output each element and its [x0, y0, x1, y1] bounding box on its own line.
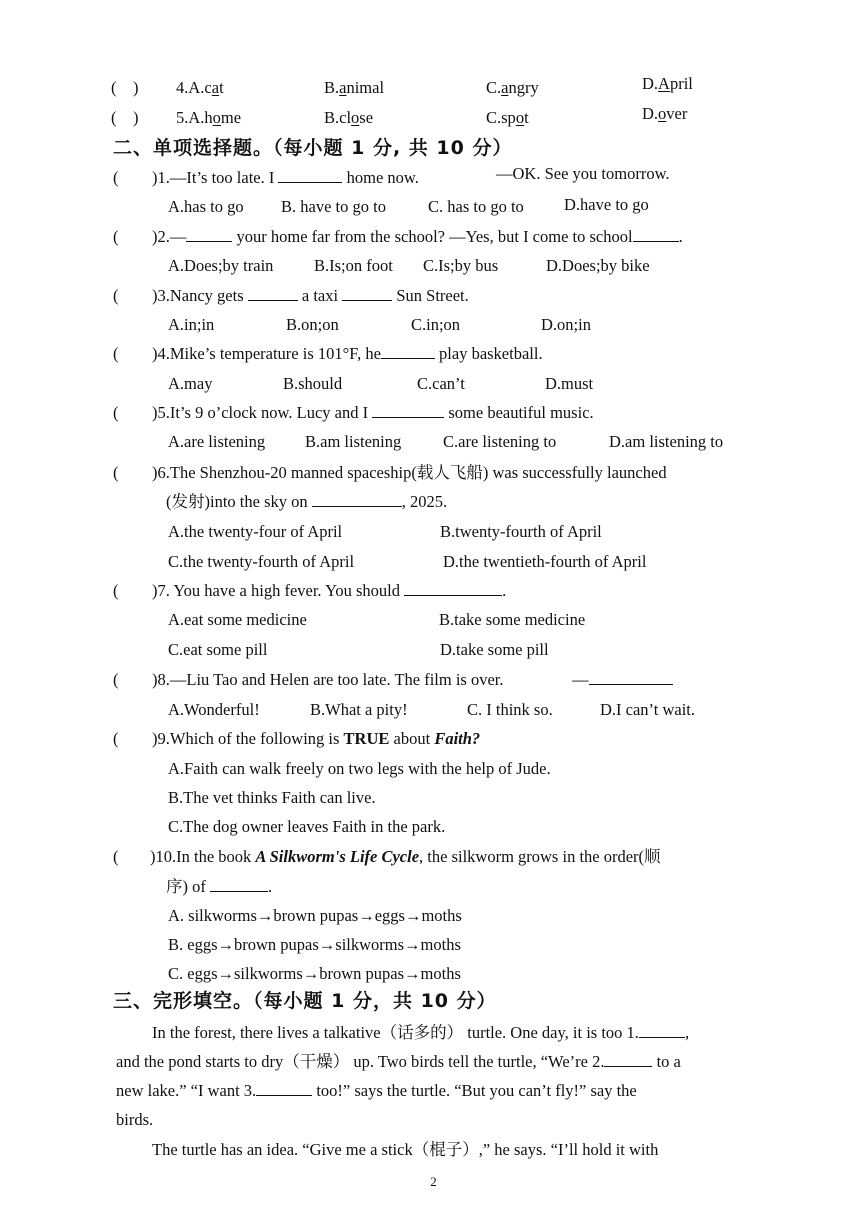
- question-1: [0, 164, 867, 192]
- question-4: [0, 340, 867, 368]
- question-9: [0, 725, 867, 753]
- option-c: C.The dog owner leaves Faith in the park.: [168, 817, 446, 836]
- cloze-blank-3[interactable]: [256, 1077, 312, 1096]
- page-number: 2: [430, 1174, 437, 1189]
- question-9-option-c: [0, 813, 867, 841]
- option-b: B.twenty-fourth of April: [440, 522, 602, 541]
- question-6-line-2: [0, 488, 867, 516]
- question-9-option-a: [0, 755, 867, 783]
- passage-line-4: [0, 1106, 867, 1134]
- option-c: C.eat some pill: [168, 640, 268, 659]
- answer-blank[interactable]: [589, 666, 673, 685]
- question-2: [0, 223, 867, 251]
- passage-line-2: [0, 1048, 867, 1076]
- question-10-line-2: [0, 873, 867, 901]
- passage-text: and the pond starts to dry（干燥） up. Two birds tell the turtle, “We’re 2. to a: [116, 1048, 681, 1076]
- cloze-blank-1[interactable]: [639, 1019, 685, 1038]
- question-10-continued: 序) of .: [166, 873, 272, 901]
- option-b: B.take some medicine: [439, 610, 586, 629]
- option-b: B.Is;on foot: [314, 256, 393, 275]
- question-6-continued: (发射)into the sky on , 2025.: [166, 488, 447, 516]
- option-a: A.Does;by train: [168, 256, 274, 275]
- option-d: D.take some pill: [440, 640, 549, 659]
- option-a: A.Faith can walk freely on two legs with the help of Jude.: [168, 759, 551, 778]
- question-7-options-row-1: [0, 606, 867, 634]
- option-b: B. have to go to: [281, 197, 386, 216]
- phonetics-row-5: [0, 104, 867, 132]
- question-8-reply: —: [572, 666, 673, 694]
- question-4-stem: )4.Mike’s temperature is 101°F, he play basketball.: [152, 340, 543, 368]
- answer-blank[interactable]: [278, 164, 342, 183]
- option-d: D.April: [642, 74, 693, 93]
- option-b: B.close: [324, 108, 374, 127]
- option-a: A.the twenty-four of April: [168, 522, 343, 541]
- answer-blank[interactable]: [248, 282, 298, 301]
- answer-blank[interactable]: [210, 873, 268, 892]
- answer-bracket[interactable]: (: [113, 344, 119, 363]
- question-9-option-b: [0, 784, 867, 812]
- answer-bracket[interactable]: (: [113, 403, 119, 422]
- option-d: D.am listening to: [609, 432, 724, 451]
- answer-blank[interactable]: [372, 399, 444, 418]
- option-d: D.have to go: [564, 195, 649, 214]
- option-b: B.on;on: [286, 315, 339, 334]
- question-5: [0, 399, 867, 427]
- question-10-option-b: [0, 931, 867, 959]
- answer-bracket[interactable]: (: [113, 847, 119, 866]
- option-b: B.The vet thinks Faith can live.: [168, 788, 376, 807]
- passage-text: new lake.” “I want 3. too!” says the turtle. “But you can’t fly!” say the: [116, 1077, 637, 1105]
- question-1-stem: )1.—It’s too late. I home now.: [152, 164, 419, 192]
- question-1-reply: —OK. See you tomorrow.: [496, 164, 670, 183]
- passage-text: birds.: [116, 1110, 154, 1129]
- option-c: C.can’t: [417, 374, 465, 393]
- question-8: [0, 666, 867, 694]
- question-2-options: [0, 252, 867, 280]
- answer-bracket[interactable]: ( ): [111, 78, 139, 97]
- option-c: C. has to go to: [428, 197, 524, 216]
- passage-line-5: [0, 1136, 867, 1164]
- question-3: [0, 282, 867, 310]
- answer-bracket[interactable]: (: [113, 168, 119, 187]
- question-4-options: [0, 370, 867, 398]
- question-3-options: [0, 311, 867, 339]
- question-8-stem: )8.—Liu Tao and Helen are too late. The film is over.: [152, 670, 504, 689]
- section-3-heading: [0, 987, 867, 1017]
- question-5-stem: )5.It’s 9 o’clock now. Lucy and I some beautiful music.: [152, 399, 594, 427]
- question-6-stem: )6.The Shenzhou-20 manned spaceship(载人飞船) was successfully launched: [152, 463, 667, 482]
- option-a: 4.A.cat: [176, 78, 224, 97]
- option-d: D.must: [545, 374, 594, 393]
- question-6: [0, 459, 867, 487]
- answer-bracket[interactable]: ( ): [111, 108, 139, 127]
- option-d: D.over: [642, 104, 688, 123]
- option-a: A.may: [168, 374, 213, 393]
- answer-blank[interactable]: [404, 577, 502, 596]
- option-b: B.What a pity!: [310, 700, 408, 719]
- question-10-option-a: [0, 902, 867, 930]
- option-b: B.animal: [324, 78, 385, 97]
- question-6-options-row-1: [0, 518, 867, 546]
- option-c: C.Is;by bus: [423, 256, 499, 275]
- answer-bracket[interactable]: (: [113, 729, 119, 748]
- answer-bracket[interactable]: (: [113, 581, 119, 600]
- question-7-options-row-2: [0, 636, 867, 664]
- answer-bracket[interactable]: (: [113, 463, 119, 482]
- question-6-options-row-2: [0, 548, 867, 576]
- option-a: A.eat some medicine: [168, 610, 307, 629]
- option-d: D.Does;by bike: [546, 256, 650, 275]
- passage-line-1: [0, 1019, 867, 1047]
- answer-blank[interactable]: [381, 340, 435, 359]
- question-10-option-c: [0, 960, 867, 988]
- question-8-options: [0, 696, 867, 724]
- question-7: [0, 577, 867, 605]
- question-10: [0, 843, 867, 871]
- answer-blank[interactable]: [186, 223, 232, 242]
- option-a: A.has to go: [168, 197, 244, 216]
- option-a: 5.A.home: [176, 108, 242, 127]
- question-5-options: [0, 428, 867, 456]
- option-d: D.on;in: [541, 315, 591, 334]
- option-b: B.am listening: [305, 432, 402, 451]
- passage-line-3: [0, 1077, 867, 1105]
- question-3-stem: )3.Nancy gets a taxi Sun Street.: [152, 282, 469, 310]
- option-d: D.I can’t wait.: [600, 700, 695, 719]
- option-d: D.the twentieth-fourth of April: [443, 552, 647, 571]
- section-2-title: 二、单项选择题。（每小题 1 分, 共 10 分）: [113, 137, 513, 159]
- option-a: A. silkworms→brown pupas→eggs→moths: [168, 906, 462, 925]
- option-a: A.Wonderful!: [168, 700, 260, 719]
- option-c: C. I think so.: [467, 700, 553, 719]
- option-b: B. eggs→brown pupas→silkworms→moths: [168, 935, 461, 954]
- answer-blank[interactable]: [312, 488, 402, 507]
- answer-blank[interactable]: [342, 282, 392, 301]
- answer-blank[interactable]: [633, 223, 679, 242]
- question-10-stem: )10.In the book A Silkworm's Life Cycle, the silkworm grows in the order(顺: [150, 847, 661, 866]
- answer-bracket[interactable]: (: [113, 286, 119, 305]
- question-7-stem: )7. You have a high fever. You should .: [152, 577, 506, 605]
- question-1-options: [0, 193, 867, 221]
- cloze-blank-2[interactable]: [604, 1048, 652, 1067]
- passage-text: In the forest, there lives a talkative（话多的） turtle. One day, it is too 1. ,: [152, 1019, 689, 1047]
- question-9-stem: )9.Which of the following is TRUE about Faith?: [152, 729, 481, 748]
- answer-bracket[interactable]: (: [113, 670, 119, 689]
- section-3-title: 三、完形填空。（每小题 1 分，共 10 分）: [113, 990, 497, 1012]
- option-b: B.should: [283, 374, 343, 393]
- option-c: C.spot: [486, 108, 529, 127]
- option-a: A.in;in: [168, 315, 215, 334]
- option-c: C.the twenty-fourth of April: [168, 552, 355, 571]
- answer-bracket[interactable]: (: [113, 227, 119, 246]
- option-c: C.in;on: [411, 315, 461, 334]
- question-2-stem: )2.— your home far from the school? —Yes, but I come to school .: [152, 223, 683, 251]
- option-c: C.angry: [486, 78, 539, 97]
- passage-text: The turtle has an idea. “Give me a stick（棍子）,” he says. “I’ll hold it with: [152, 1140, 659, 1159]
- option-a: A.are listening: [168, 432, 266, 451]
- section-2-heading: [0, 134, 867, 164]
- option-c: C.are listening to: [443, 432, 557, 451]
- option-c: C. eggs→silkworms→brown pupas→moths: [168, 964, 461, 983]
- phonetics-row-4: [0, 74, 867, 102]
